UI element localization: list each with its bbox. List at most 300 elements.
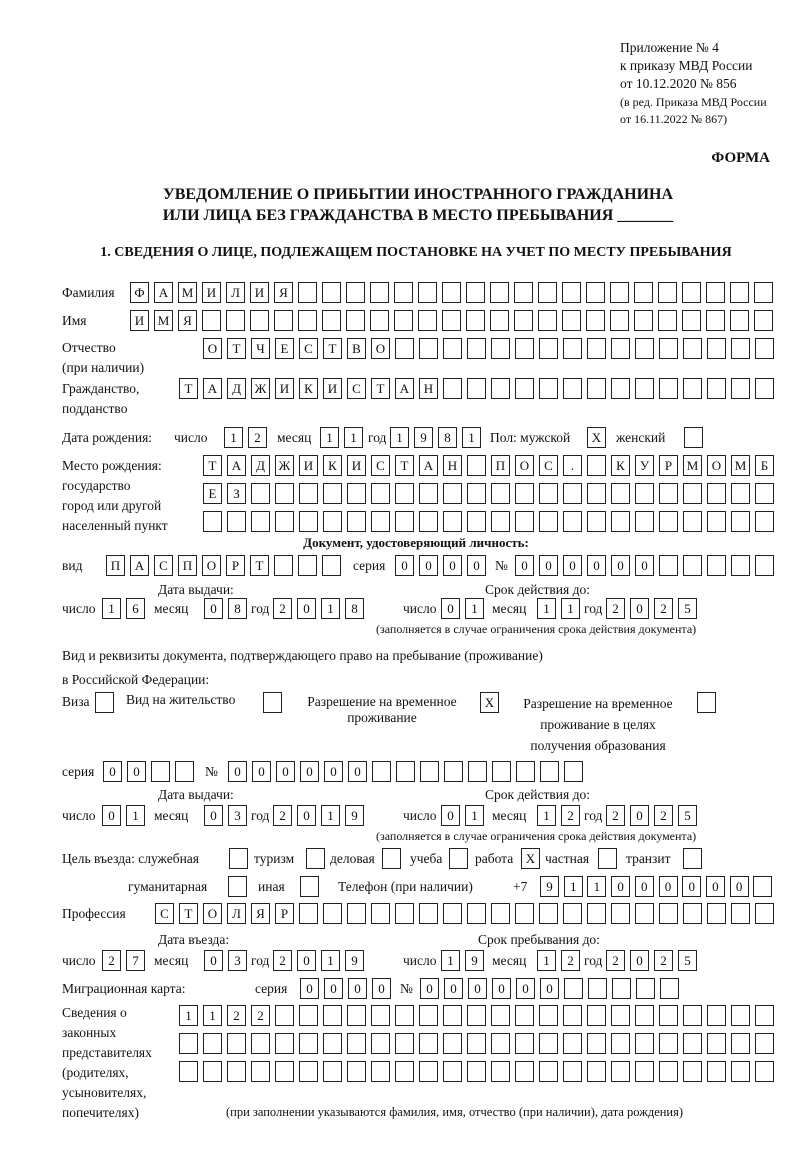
char-cell[interactable] (755, 511, 774, 532)
char-cell[interactable]: 1 (465, 598, 484, 619)
char-cell[interactable] (275, 1061, 294, 1082)
char-cell[interactable]: 0 (127, 761, 146, 782)
char-cell[interactable] (229, 848, 248, 869)
char-cell[interactable]: 1 (537, 950, 556, 971)
char-cell[interactable] (371, 1005, 390, 1026)
char-cell[interactable]: М (178, 282, 197, 303)
char-cell[interactable] (540, 761, 559, 782)
char-cell[interactable] (179, 1061, 198, 1082)
char-cell[interactable] (753, 876, 772, 897)
char-cell[interactable]: Ф (130, 282, 149, 303)
char-cell[interactable] (539, 378, 558, 399)
char-cell[interactable] (151, 761, 170, 782)
char-cell[interactable]: У (635, 455, 654, 476)
char-cell[interactable] (371, 1033, 390, 1054)
char-cell[interactable]: 0 (395, 555, 414, 576)
char-cell[interactable]: 0 (276, 761, 295, 782)
char-cell[interactable]: И (323, 378, 342, 399)
char-cell[interactable]: 1 (537, 805, 556, 826)
char-cell[interactable]: 9 (345, 950, 364, 971)
char-cell[interactable] (443, 1061, 462, 1082)
char-cell[interactable]: 1 (564, 876, 583, 897)
char-cell[interactable] (203, 511, 222, 532)
char-cell[interactable] (731, 338, 750, 359)
char-cell[interactable]: И (250, 282, 269, 303)
char-cell[interactable] (419, 511, 438, 532)
char-cell[interactable] (586, 282, 605, 303)
char-cell[interactable] (707, 903, 726, 924)
char-cell[interactable] (515, 378, 534, 399)
char-cell[interactable] (420, 761, 439, 782)
char-cell[interactable] (587, 511, 606, 532)
char-cell[interactable]: 2 (654, 805, 673, 826)
char-cell[interactable]: 3 (228, 805, 247, 826)
char-cell[interactable] (443, 338, 462, 359)
char-cell[interactable] (706, 310, 725, 331)
char-cell[interactable]: 0 (630, 950, 649, 971)
char-cell[interactable]: 0 (516, 978, 535, 999)
char-cell[interactable] (347, 483, 366, 504)
char-cell[interactable] (731, 555, 750, 576)
char-cell[interactable] (443, 511, 462, 532)
char-cell[interactable] (659, 378, 678, 399)
char-cell[interactable] (563, 1005, 582, 1026)
char-cell[interactable] (754, 310, 773, 331)
char-cell[interactable]: О (371, 338, 390, 359)
char-cell[interactable] (228, 876, 247, 897)
char-cell[interactable] (263, 692, 282, 713)
char-cell[interactable] (394, 310, 413, 331)
char-cell[interactable] (611, 511, 630, 532)
char-cell[interactable]: С (155, 903, 174, 924)
char-cell[interactable] (347, 1033, 366, 1054)
char-cell[interactable]: 8 (438, 427, 457, 448)
char-cell[interactable] (467, 903, 486, 924)
char-cell[interactable] (598, 848, 617, 869)
char-cell[interactable] (707, 378, 726, 399)
char-cell[interactable] (419, 903, 438, 924)
char-cell[interactable] (587, 483, 606, 504)
char-cell[interactable] (515, 1033, 534, 1054)
char-cell[interactable] (443, 378, 462, 399)
char-cell[interactable] (443, 1005, 462, 1026)
char-cell[interactable]: 0 (611, 876, 630, 897)
char-cell[interactable] (418, 310, 437, 331)
char-cell[interactable]: И (130, 310, 149, 331)
char-cell[interactable]: О (707, 455, 726, 476)
char-cell[interactable]: 1 (126, 805, 145, 826)
char-cell[interactable]: Ж (251, 378, 270, 399)
char-cell[interactable]: 0 (204, 598, 223, 619)
char-cell[interactable] (514, 310, 533, 331)
char-cell[interactable] (491, 903, 510, 924)
char-cell[interactable]: Т (395, 455, 414, 476)
char-cell[interactable] (684, 427, 703, 448)
char-cell[interactable] (323, 1005, 342, 1026)
char-cell[interactable]: 0 (297, 950, 316, 971)
char-cell[interactable] (564, 761, 583, 782)
char-cell[interactable] (538, 310, 557, 331)
char-cell[interactable]: 9 (465, 950, 484, 971)
char-cell[interactable]: А (419, 455, 438, 476)
char-cell[interactable]: 2 (227, 1005, 246, 1026)
char-cell[interactable] (731, 511, 750, 532)
char-cell[interactable]: 1 (537, 598, 556, 619)
char-cell[interactable]: О (202, 555, 221, 576)
char-cell[interactable]: 5 (678, 598, 697, 619)
char-cell[interactable] (298, 310, 317, 331)
char-cell[interactable]: 2 (606, 805, 625, 826)
char-cell[interactable] (274, 555, 293, 576)
char-cell[interactable] (275, 511, 294, 532)
char-cell[interactable]: 0 (419, 555, 438, 576)
char-cell[interactable] (539, 338, 558, 359)
char-cell[interactable]: 2 (606, 598, 625, 619)
char-cell[interactable]: 2 (273, 598, 292, 619)
char-cell[interactable]: Р (226, 555, 245, 576)
char-cell[interactable]: Д (251, 455, 270, 476)
char-cell[interactable] (347, 903, 366, 924)
char-cell[interactable] (658, 282, 677, 303)
char-cell[interactable]: З (227, 483, 246, 504)
char-cell[interactable] (731, 903, 750, 924)
char-cell[interactable] (611, 903, 630, 924)
char-cell[interactable]: 2 (606, 950, 625, 971)
char-cell[interactable]: 1 (102, 598, 121, 619)
char-cell[interactable]: 1 (344, 427, 363, 448)
char-cell[interactable]: Т (323, 338, 342, 359)
char-cell[interactable]: К (323, 455, 342, 476)
char-cell[interactable]: Т (227, 338, 246, 359)
char-cell[interactable]: 2 (561, 805, 580, 826)
char-cell[interactable]: 0 (228, 761, 247, 782)
char-cell[interactable]: 0 (682, 876, 701, 897)
char-cell[interactable] (251, 511, 270, 532)
char-cell[interactable]: 1 (203, 1005, 222, 1026)
char-cell[interactable] (515, 1061, 534, 1082)
char-cell[interactable] (395, 903, 414, 924)
char-cell[interactable] (562, 282, 581, 303)
char-cell[interactable] (274, 310, 293, 331)
char-cell[interactable] (491, 1033, 510, 1054)
char-cell[interactable]: 0 (300, 761, 319, 782)
char-cell[interactable] (251, 1033, 270, 1054)
char-cell[interactable] (755, 338, 774, 359)
char-cell[interactable] (419, 1005, 438, 1026)
char-cell[interactable]: 0 (420, 978, 439, 999)
char-cell[interactable] (514, 282, 533, 303)
char-cell[interactable] (491, 1005, 510, 1026)
char-cell[interactable] (419, 483, 438, 504)
char-cell[interactable] (755, 1033, 774, 1054)
char-cell[interactable] (395, 1061, 414, 1082)
char-cell[interactable] (95, 692, 114, 713)
char-cell[interactable] (563, 483, 582, 504)
char-cell[interactable] (539, 903, 558, 924)
char-cell[interactable]: Р (659, 455, 678, 476)
char-cell[interactable] (587, 378, 606, 399)
char-cell[interactable] (395, 483, 414, 504)
char-cell[interactable]: Я (274, 282, 293, 303)
char-cell[interactable] (449, 848, 468, 869)
char-cell[interactable] (251, 1061, 270, 1082)
char-cell[interactable]: 1 (321, 805, 340, 826)
char-cell[interactable] (635, 903, 654, 924)
char-cell[interactable] (611, 483, 630, 504)
char-cell[interactable] (396, 761, 415, 782)
char-cell[interactable]: 2 (561, 950, 580, 971)
char-cell[interactable] (611, 1061, 630, 1082)
char-cell[interactable] (707, 511, 726, 532)
char-cell[interactable]: С (347, 378, 366, 399)
char-cell[interactable]: 0 (587, 555, 606, 576)
char-cell[interactable] (683, 848, 702, 869)
char-cell[interactable]: . (563, 455, 582, 476)
char-cell[interactable] (730, 310, 749, 331)
char-cell[interactable]: С (371, 455, 390, 476)
char-cell[interactable] (419, 338, 438, 359)
char-cell[interactable] (467, 455, 486, 476)
char-cell[interactable]: Л (226, 282, 245, 303)
char-cell[interactable]: 0 (204, 805, 223, 826)
char-cell[interactable] (203, 1061, 222, 1082)
char-cell[interactable]: 0 (252, 761, 271, 782)
char-cell[interactable] (227, 511, 246, 532)
char-cell[interactable]: Т (250, 555, 269, 576)
char-cell[interactable] (587, 903, 606, 924)
char-cell[interactable] (587, 1005, 606, 1026)
char-cell[interactable] (635, 1005, 654, 1026)
char-cell[interactable]: 0 (635, 876, 654, 897)
char-cell[interactable]: 1 (390, 427, 409, 448)
char-cell[interactable] (443, 1033, 462, 1054)
char-cell[interactable] (299, 1033, 318, 1054)
char-cell[interactable] (755, 1061, 774, 1082)
char-cell[interactable]: М (683, 455, 702, 476)
char-cell[interactable] (683, 555, 702, 576)
char-cell[interactable] (347, 511, 366, 532)
char-cell[interactable] (563, 903, 582, 924)
char-cell[interactable] (611, 1033, 630, 1054)
char-cell[interactable] (682, 282, 701, 303)
char-cell[interactable]: 9 (540, 876, 559, 897)
char-cell[interactable] (466, 310, 485, 331)
char-cell[interactable] (635, 378, 654, 399)
char-cell[interactable] (707, 1033, 726, 1054)
char-cell[interactable]: 2 (102, 950, 121, 971)
char-cell[interactable] (490, 310, 509, 331)
char-cell[interactable]: А (227, 455, 246, 476)
char-cell[interactable] (538, 282, 557, 303)
char-cell[interactable] (322, 282, 341, 303)
char-cell[interactable] (588, 978, 607, 999)
char-cell[interactable] (371, 483, 390, 504)
char-cell[interactable] (564, 978, 583, 999)
char-cell[interactable]: 6 (126, 598, 145, 619)
char-cell[interactable]: П (491, 455, 510, 476)
char-cell[interactable] (730, 282, 749, 303)
char-cell[interactable] (442, 310, 461, 331)
char-cell[interactable] (635, 338, 654, 359)
char-cell[interactable]: 0 (492, 978, 511, 999)
char-cell[interactable]: 0 (611, 555, 630, 576)
char-cell[interactable] (395, 338, 414, 359)
char-cell[interactable]: С (299, 338, 318, 359)
char-cell[interactable] (683, 1033, 702, 1054)
char-cell[interactable] (515, 483, 534, 504)
char-cell[interactable]: 0 (630, 805, 649, 826)
char-cell[interactable]: 0 (103, 761, 122, 782)
char-cell[interactable]: Т (371, 378, 390, 399)
char-cell[interactable] (515, 338, 534, 359)
char-cell[interactable]: 0 (443, 555, 462, 576)
char-cell[interactable]: 0 (540, 978, 559, 999)
char-cell[interactable]: М (154, 310, 173, 331)
char-cell[interactable] (635, 511, 654, 532)
char-cell[interactable] (395, 511, 414, 532)
char-cell[interactable] (587, 1061, 606, 1082)
char-cell[interactable] (299, 1005, 318, 1026)
char-cell[interactable]: Ж (275, 455, 294, 476)
char-cell[interactable]: 1 (320, 427, 339, 448)
char-cell[interactable] (251, 483, 270, 504)
char-cell[interactable] (611, 1005, 630, 1026)
char-cell[interactable] (563, 1033, 582, 1054)
char-cell[interactable] (611, 338, 630, 359)
char-cell[interactable]: 0 (659, 876, 678, 897)
char-cell[interactable]: А (203, 378, 222, 399)
char-cell[interactable] (707, 338, 726, 359)
char-cell[interactable]: 2 (273, 950, 292, 971)
char-cell[interactable] (227, 1061, 246, 1082)
char-cell[interactable] (539, 1061, 558, 1082)
char-cell[interactable] (562, 310, 581, 331)
char-cell[interactable] (754, 282, 773, 303)
char-cell[interactable]: Л (227, 903, 246, 924)
char-cell[interactable] (610, 310, 629, 331)
char-cell[interactable] (659, 511, 678, 532)
char-cell[interactable]: 0 (348, 761, 367, 782)
char-cell[interactable] (419, 1033, 438, 1054)
char-cell[interactable]: Е (275, 338, 294, 359)
char-cell[interactable] (226, 310, 245, 331)
char-cell[interactable] (539, 511, 558, 532)
char-cell[interactable] (323, 483, 342, 504)
char-cell[interactable]: П (106, 555, 125, 576)
char-cell[interactable] (660, 978, 679, 999)
char-cell[interactable]: 0 (706, 876, 725, 897)
char-cell[interactable]: Д (227, 378, 246, 399)
char-cell[interactable]: 1 (321, 598, 340, 619)
char-cell[interactable] (539, 483, 558, 504)
char-cell[interactable]: Е (203, 483, 222, 504)
char-cell[interactable]: 1 (561, 598, 580, 619)
char-cell[interactable] (299, 903, 318, 924)
char-cell[interactable] (370, 282, 389, 303)
char-cell[interactable] (755, 903, 774, 924)
char-cell[interactable] (306, 848, 325, 869)
char-cell[interactable]: 0 (730, 876, 749, 897)
char-cell[interactable]: 0 (348, 978, 367, 999)
char-cell[interactable] (491, 511, 510, 532)
char-cell[interactable] (587, 1033, 606, 1054)
char-cell[interactable]: В (347, 338, 366, 359)
char-cell[interactable] (636, 978, 655, 999)
char-cell[interactable] (683, 511, 702, 532)
char-cell[interactable] (515, 903, 534, 924)
char-cell[interactable]: 0 (467, 555, 486, 576)
char-cell[interactable] (515, 511, 534, 532)
char-cell[interactable]: Ч (251, 338, 270, 359)
char-cell[interactable] (731, 1061, 750, 1082)
char-cell[interactable]: 0 (515, 555, 534, 576)
char-cell[interactable]: 0 (441, 805, 460, 826)
char-cell[interactable] (755, 378, 774, 399)
char-cell[interactable] (731, 378, 750, 399)
char-cell[interactable] (346, 282, 365, 303)
char-cell[interactable] (227, 1033, 246, 1054)
char-cell[interactable]: 2 (654, 950, 673, 971)
char-cell[interactable]: 0 (441, 598, 460, 619)
char-cell[interactable]: X (521, 848, 540, 869)
char-cell[interactable]: 8 (345, 598, 364, 619)
char-cell[interactable] (563, 338, 582, 359)
char-cell[interactable]: 2 (273, 805, 292, 826)
char-cell[interactable]: 5 (678, 805, 697, 826)
char-cell[interactable] (371, 903, 390, 924)
char-cell[interactable] (179, 1033, 198, 1054)
char-cell[interactable]: С (539, 455, 558, 476)
char-cell[interactable]: 0 (630, 598, 649, 619)
char-cell[interactable]: И (275, 378, 294, 399)
char-cell[interactable] (467, 1061, 486, 1082)
char-cell[interactable] (707, 1005, 726, 1026)
char-cell[interactable] (275, 1005, 294, 1026)
char-cell[interactable]: 9 (345, 805, 364, 826)
char-cell[interactable] (299, 1061, 318, 1082)
char-cell[interactable] (372, 761, 391, 782)
char-cell[interactable]: 2 (654, 598, 673, 619)
char-cell[interactable] (635, 1061, 654, 1082)
char-cell[interactable] (491, 1061, 510, 1082)
char-cell[interactable] (635, 1033, 654, 1054)
char-cell[interactable] (683, 1061, 702, 1082)
char-cell[interactable] (586, 310, 605, 331)
char-cell[interactable] (683, 338, 702, 359)
char-cell[interactable] (587, 338, 606, 359)
char-cell[interactable]: Р (275, 903, 294, 924)
char-cell[interactable] (731, 1033, 750, 1054)
char-cell[interactable]: 1 (224, 427, 243, 448)
char-cell[interactable]: А (130, 555, 149, 576)
char-cell[interactable] (683, 1005, 702, 1026)
char-cell[interactable] (299, 511, 318, 532)
char-cell[interactable]: Т (179, 378, 198, 399)
char-cell[interactable] (539, 1005, 558, 1026)
char-cell[interactable] (442, 282, 461, 303)
char-cell[interactable] (347, 1061, 366, 1082)
char-cell[interactable] (468, 761, 487, 782)
char-cell[interactable] (298, 282, 317, 303)
char-cell[interactable] (634, 282, 653, 303)
char-cell[interactable] (322, 555, 341, 576)
char-cell[interactable]: Н (443, 455, 462, 476)
char-cell[interactable] (697, 692, 716, 713)
char-cell[interactable]: 1 (441, 950, 460, 971)
char-cell[interactable] (443, 483, 462, 504)
char-cell[interactable] (443, 903, 462, 924)
char-cell[interactable] (467, 483, 486, 504)
